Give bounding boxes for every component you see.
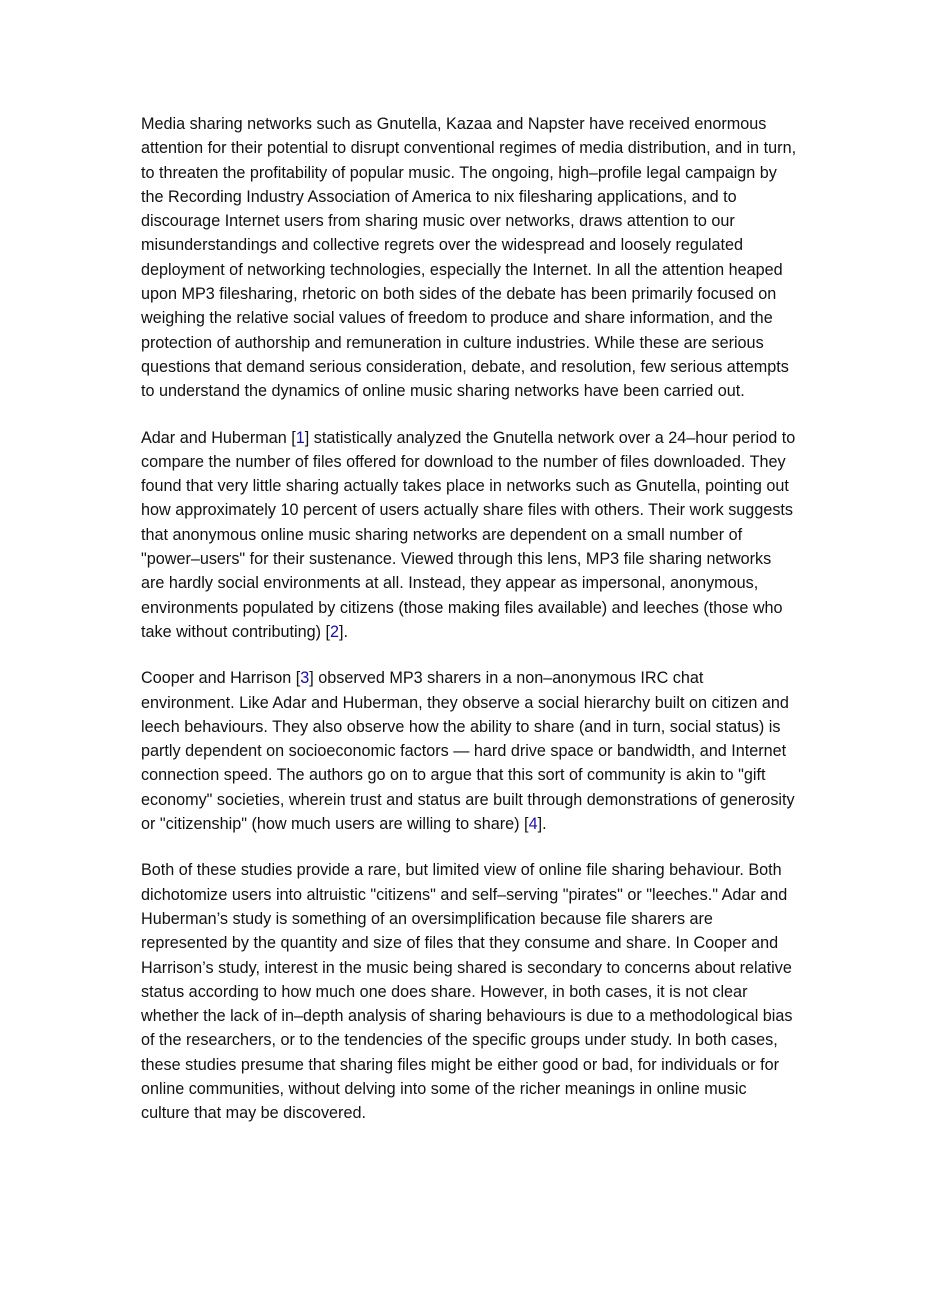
reference-link-4[interactable]: 4 bbox=[528, 815, 538, 834]
paragraph-1-text-1: Media sharing networks such as Gnutella, Kazaa and Napster have received enormous attention for their potential to disrupt conventional regimes of media distribution, and in turn, to threaten the profitability of popular music. The ongoing, high–profile legal campaign by the Recording Industry Association of America to nix filesharing applications, and to discourage Internet users from sharing music over networks, draws attention to our misunderstandings and collective regrets over the widespread and loosely regulated deployment of networking technologies, especially the Internet. In all the attention heaped upon MP3 filesharing, rhetoric on both sides of the debate has been primarily focused on weighing the relative social values of freedom to produce and share information, and the protection of authorship and remuneration in culture industries. While these are serious questions that demand serious consideration, debate, and resolution, few serious attempts to understand the dynamics of online music sharing networks have been carried out. bbox=[141, 115, 797, 401]
document-body bbox=[141, 112, 797, 1148]
paragraph-4-text-1: Both of these studies provide a rare, but limited view of online file sharing behaviour. Both dichotomize users into altruistic "citizens" and self–serving "pirates" or "leeches." Adar and Huberman’s study is something of an oversimplification because file sharers are represented by the quantity and size of files that they consume and share. In Cooper and Harrison’s study, interest in the music being shared is secondary to concerns about relative status according to how much one does share. However, in both cases, it is not clear whether the lack of in–depth analysis of sharing behaviours is due to a methodological bias of the researchers, or to the tendencies of the specific groups under study. In both cases, these studies presume that sharing files might be either good or bad, for individuals or for online communities, without delving into some of the richer meanings in online music culture that may be discovered. bbox=[141, 861, 793, 1123]
paragraph-2-text-3: ]. bbox=[338, 622, 348, 641]
reference-link-1[interactable]: 1 bbox=[295, 428, 305, 447]
paragraph-3-text-1: Cooper and Harrison [ bbox=[141, 669, 301, 688]
paragraph-3-text-2: ] observed MP3 sharers in a non–anonymous IRC chat environment. Like Adar and Huberman, they observe a social hierarchy built on citizen and leech behaviours. They also observe how the ability to share (and in turn, social status) is partly dependent on socioeconomic factors — hard drive space or bandwidth, and Internet connection speed. The authors go on to argue that this sort of community is akin to "gift economy" societies, wherein trust and status are built through demonstrations of generosity or "citizenship" (how much users are willing to share) [ bbox=[141, 669, 795, 834]
reference-link-2[interactable]: 2 bbox=[329, 622, 339, 641]
paragraph-4 bbox=[141, 858, 797, 1125]
paragraph-2-text-2: ] statistically analyzed the Gnutella network over a 24–hour period to compare the number of files offered for download to the number of files downloaded. They found that very little sharing actually takes place in networks such as Gnutella, pointing out how approximately 10 percent of users actually share files with others. Their work suggests that anonymous online music sharing networks are dependent on a small number of "power–users" for their sustenance. Viewed through this lens, MP3 file sharing networks are hardly social environments at all. Instead, they appear as impersonal, anonymous, environments populated by citizens (those making files available) and leeches (those who take without contributing) [ bbox=[141, 428, 796, 641]
paragraph-3 bbox=[141, 666, 797, 836]
paragraph-3-text-3: ]. bbox=[537, 815, 547, 834]
reference-link-3[interactable]: 3 bbox=[300, 669, 310, 688]
paragraph-2-text-1: Adar and Huberman [ bbox=[141, 428, 296, 447]
paragraph-1 bbox=[141, 112, 797, 404]
paragraph-2 bbox=[141, 426, 797, 645]
